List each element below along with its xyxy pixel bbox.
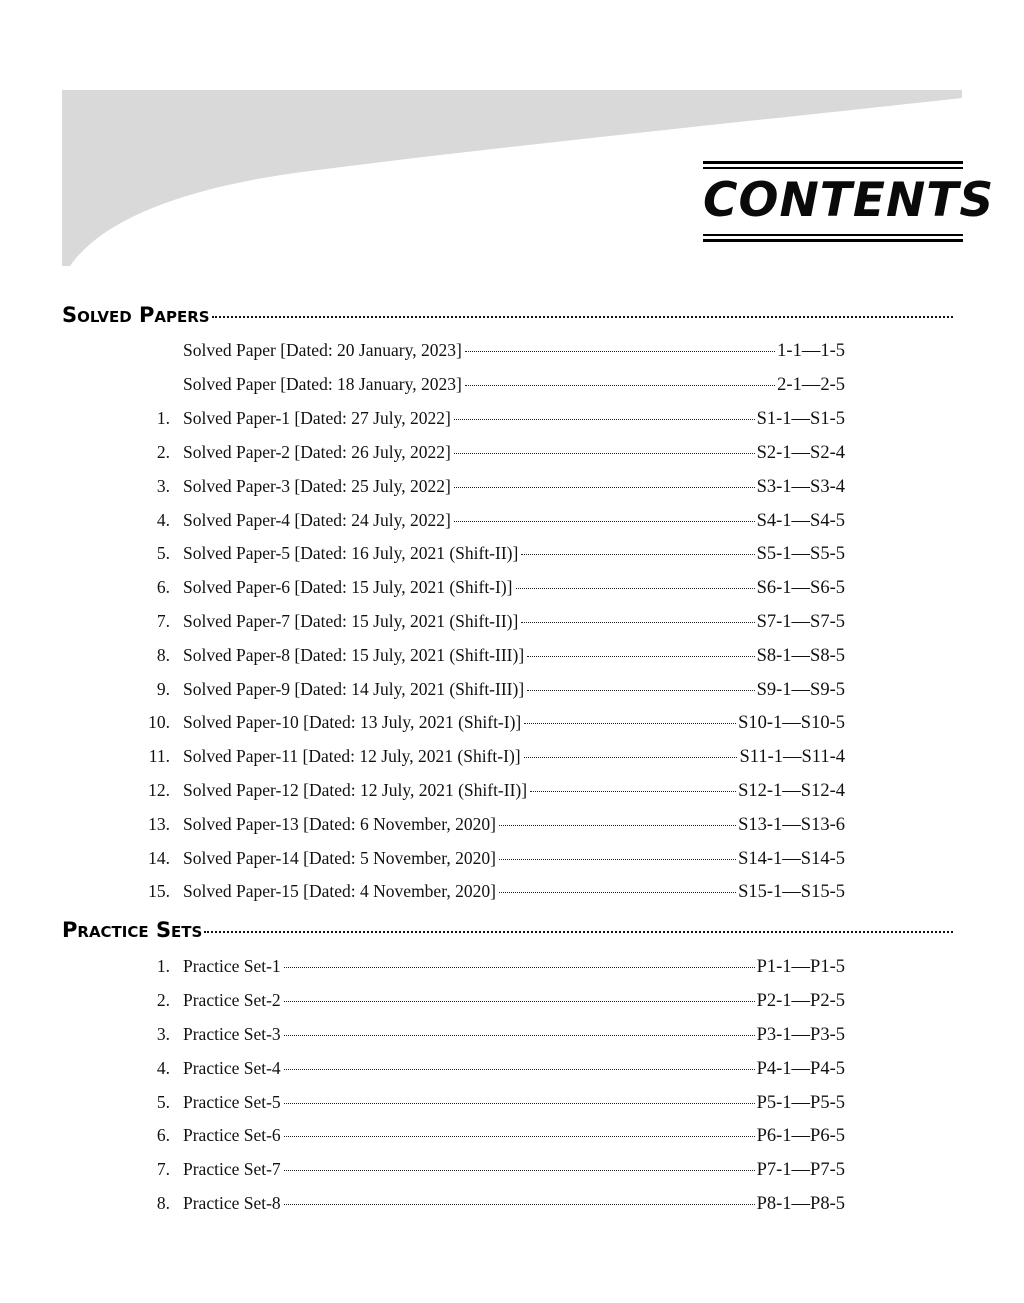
toc-entry xyxy=(130,611,845,637)
entry-label: Practice Set-3 xyxy=(183,1024,281,1044)
entry-leader-dots xyxy=(284,1204,755,1205)
entry-page-range: S10-1—S10-5 xyxy=(738,713,845,733)
entry-page-range: P3-1—P3-5 xyxy=(756,1025,845,1045)
entry-leader-dots xyxy=(465,385,775,386)
entry-number: 1. xyxy=(156,956,170,976)
entry-number: 7. xyxy=(156,611,170,631)
entry-leader-dots xyxy=(465,351,775,352)
toc-entry xyxy=(130,1092,845,1118)
entry-label: Practice Set-4 xyxy=(183,1058,281,1078)
entry-label: Practice Set-6 xyxy=(183,1125,281,1145)
entry-number: 4. xyxy=(156,1058,170,1078)
entry-label: Solved Paper-9 [Dated: 14 July, 2021 (Shift-III)] xyxy=(183,679,525,699)
entry-page-range: S6-1—S6-5 xyxy=(756,578,845,598)
toc-entry xyxy=(130,340,845,366)
entry-page-range: P6-1—P6-5 xyxy=(756,1126,845,1146)
page-title: CONTENTS xyxy=(703,173,995,228)
entry-leader-dots xyxy=(284,1170,755,1171)
entry-number: 5. xyxy=(156,1092,170,1112)
entry-page-range: 2-1—2-5 xyxy=(777,375,845,395)
entry-number: 14. xyxy=(148,848,170,868)
entry-leader-dots xyxy=(499,892,736,893)
entry-number: 15. xyxy=(148,881,170,901)
section-heading-text: Solved Papers xyxy=(62,303,210,327)
entry-page-range: S12-1—S12-4 xyxy=(738,781,845,801)
entry-label: Practice Set-2 xyxy=(183,990,281,1010)
entry-leader-dots xyxy=(284,1035,755,1036)
toc-entry xyxy=(130,476,845,502)
entry-label: Solved Paper-3 [Dated: 25 July, 2022] xyxy=(183,476,451,496)
entry-leader-dots xyxy=(530,791,736,792)
entry-label: Solved Paper-5 [Dated: 16 July, 2021 (Shift-II)] xyxy=(183,543,519,563)
entry-page-range: S13-1—S13-6 xyxy=(738,815,845,835)
entry-leader-dots xyxy=(454,419,755,420)
entry-label: Solved Paper-14 [Dated: 5 November, 2020] xyxy=(183,848,496,868)
entry-page-range: S9-1—S9-5 xyxy=(756,680,845,700)
entry-label: Solved Paper-10 [Dated: 13 July, 2021 (Shift-I)] xyxy=(183,712,522,732)
entry-page-range: S3-1—S3-4 xyxy=(756,477,845,497)
entry-number: 8. xyxy=(156,1193,170,1213)
entry-number: 5. xyxy=(156,543,170,563)
entry-page-range: S4-1—S4-5 xyxy=(756,511,845,531)
title-rule-top xyxy=(703,161,963,164)
entry-label: Solved Paper-2 [Dated: 26 July, 2022] xyxy=(183,442,451,462)
entry-page-range: S2-1—S2-4 xyxy=(756,443,845,463)
toc-entry xyxy=(130,679,845,705)
title-rule-bottom-thin xyxy=(703,234,963,236)
entry-label: Solved Paper-11 [Dated: 12 July, 2021 (Shift-I)] xyxy=(183,746,521,766)
section-heading-practice-sets xyxy=(62,918,953,948)
toc-entry xyxy=(130,543,845,569)
entry-leader-dots xyxy=(521,622,754,623)
entry-label: Solved Paper [Dated: 20 January, 2023] xyxy=(183,340,462,360)
toc-entry xyxy=(130,814,845,840)
toc-entry xyxy=(130,1058,845,1084)
entry-label: Solved Paper-4 [Dated: 24 July, 2022] xyxy=(183,510,451,530)
entry-leader-dots xyxy=(499,859,736,860)
entry-leader-dots xyxy=(527,656,754,657)
entry-leader-dots xyxy=(284,967,755,968)
toc-entry xyxy=(130,712,845,738)
entry-page-range: P7-1—P7-5 xyxy=(756,1160,845,1180)
toc-entry xyxy=(130,645,845,671)
entry-label: Solved Paper-12 [Dated: 12 July, 2021 (Shift-II)] xyxy=(183,780,528,800)
entry-label: Practice Set-1 xyxy=(183,956,281,976)
section-leader-dots xyxy=(212,316,953,318)
toc-entry xyxy=(130,780,845,806)
entry-number: 12. xyxy=(148,780,170,800)
entry-number: 3. xyxy=(156,476,170,496)
entry-page-range: P4-1—P4-5 xyxy=(756,1059,845,1079)
entry-page-range: S15-1—S15-5 xyxy=(738,882,845,902)
toc-entry xyxy=(130,510,845,536)
entry-page-range: S7-1—S7-5 xyxy=(756,612,845,632)
entry-leader-dots xyxy=(527,690,754,691)
entry-leader-dots xyxy=(284,1069,755,1070)
toc-entry xyxy=(130,746,845,772)
entry-page-range: 1-1—1-5 xyxy=(777,341,845,361)
entry-leader-dots xyxy=(454,521,755,522)
toc-entry xyxy=(130,1159,845,1185)
title-rule-bottom xyxy=(703,239,963,242)
entry-number: 13. xyxy=(148,814,170,834)
toc-entry xyxy=(130,1125,845,1151)
toc-entry xyxy=(130,1024,845,1050)
entry-label: Solved Paper-8 [Dated: 15 July, 2021 (Shift-III)] xyxy=(183,645,525,665)
entry-number: 8. xyxy=(156,645,170,665)
toc-entry xyxy=(130,442,845,468)
entry-number: 1. xyxy=(156,408,170,428)
entry-leader-dots xyxy=(521,554,754,555)
entry-number: 11. xyxy=(148,746,170,766)
entry-page-range: P5-1—P5-5 xyxy=(756,1093,845,1113)
entry-leader-dots xyxy=(524,723,736,724)
entry-leader-dots xyxy=(499,825,736,826)
entry-leader-dots xyxy=(454,487,755,488)
entry-number: 2. xyxy=(156,442,170,462)
entry-number: 3. xyxy=(156,1024,170,1044)
section-heading-solved-papers xyxy=(62,303,953,333)
entry-leader-dots xyxy=(284,1001,755,1002)
entry-leader-dots xyxy=(454,453,755,454)
entry-page-range: S11-1—S11-4 xyxy=(739,747,845,767)
entry-label: Solved Paper-1 [Dated: 27 July, 2022] xyxy=(183,408,451,428)
entry-number: 9. xyxy=(156,679,170,699)
toc-entry xyxy=(130,374,845,400)
entry-page-range: S14-1—S14-5 xyxy=(738,849,845,869)
entry-number: 2. xyxy=(156,990,170,1010)
toc-entry xyxy=(130,990,845,1016)
entry-leader-dots xyxy=(284,1136,755,1137)
entry-page-range: P8-1—P8-5 xyxy=(756,1194,845,1214)
section-heading-text: Practice Sets xyxy=(62,918,203,942)
entry-label: Practice Set-5 xyxy=(183,1092,281,1112)
entry-page-range: S5-1—S5-5 xyxy=(756,544,845,564)
entry-leader-dots xyxy=(516,588,755,589)
entry-label: Practice Set-8 xyxy=(183,1193,281,1213)
entry-number: 4. xyxy=(156,510,170,530)
entry-number: 7. xyxy=(156,1159,170,1179)
entry-label: Solved Paper-7 [Dated: 15 July, 2021 (Shift-II)] xyxy=(183,611,519,631)
entry-label: Solved Paper-15 [Dated: 4 November, 2020] xyxy=(183,881,496,901)
toc-entry xyxy=(130,881,845,907)
entry-page-range: P2-1—P2-5 xyxy=(756,991,845,1011)
entry-label: Solved Paper-13 [Dated: 6 November, 2020] xyxy=(183,814,496,834)
entry-leader-dots xyxy=(284,1103,755,1104)
toc-entry xyxy=(130,408,845,434)
entry-number: 10. xyxy=(148,712,170,732)
toc-entry xyxy=(130,956,845,982)
toc-entry xyxy=(130,848,845,874)
entry-leader-dots xyxy=(524,757,738,758)
entry-page-range: P1-1—P1-5 xyxy=(756,957,845,977)
entry-label: Solved Paper [Dated: 18 January, 2023] xyxy=(183,374,462,394)
entry-label: Solved Paper-6 [Dated: 15 July, 2021 (Shift-I)] xyxy=(183,577,513,597)
entry-page-range: S8-1—S8-5 xyxy=(756,646,845,666)
section-leader-dots xyxy=(204,931,953,933)
entry-number: 6. xyxy=(156,1125,170,1145)
toc-entry xyxy=(130,577,845,603)
title-rule-top-thin xyxy=(703,167,963,169)
entry-page-range: S1-1—S1-5 xyxy=(756,409,845,429)
toc-entry xyxy=(130,1193,845,1219)
entry-number: 6. xyxy=(156,577,170,597)
contents-title-block xyxy=(703,161,995,243)
entry-label: Practice Set-7 xyxy=(183,1159,281,1179)
